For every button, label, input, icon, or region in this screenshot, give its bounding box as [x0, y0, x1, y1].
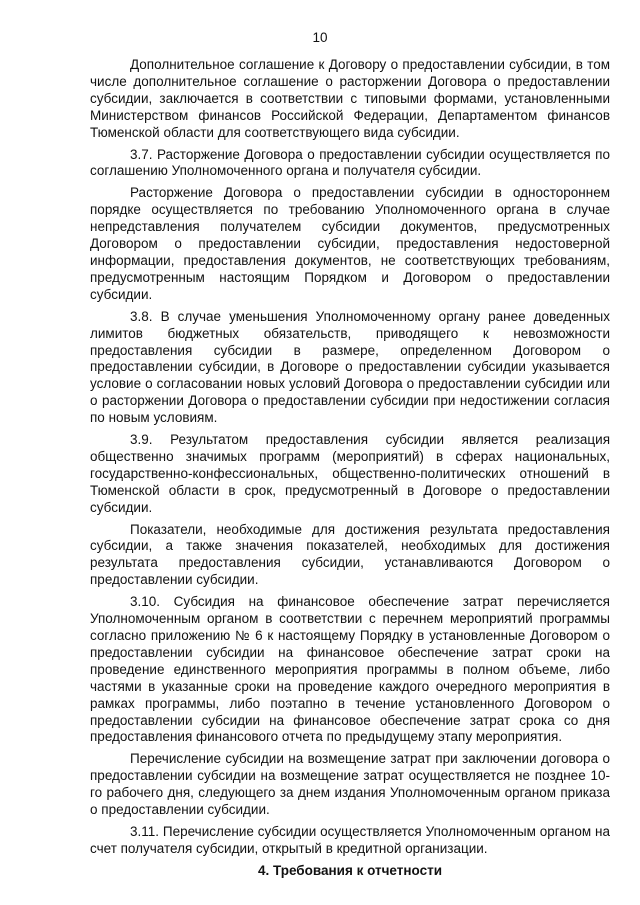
- paragraph-3-11: 3.11. Перечисление субсидии осуществляется Уполномоченным органом на счет получателя субсидии, открытый в кредитной организации.: [90, 823, 610, 856]
- document-body: [90, 57, 610, 880]
- paragraph-3-10: 3.10. Субсидия на финансовое обеспечение затрат перечисляется Уполномоченным органом в соответствии с перечнем мероприятий программы согласно приложению № 6 к настоящему Порядку в установленные Договором о предоставлении субсидии на финансовое обеспечение затрат сроки на проведение единственного мероприятия программы в полном объеме, либо частями в указанные сроки на проведение каждого очередного мероприятия в рамках программы, либо поэтапно в течение установленного Договором о предоставлении субсидии на финансовое обеспечение затрат срока со дня предоставления финансового отчета по предыдущему этапу мероприятия.: [90, 594, 610, 745]
- paragraph-unilateral-termination: Расторжение Договора о предоставлении субсидии в одностороннем порядке осуществляется по требованию Уполномоченного органа в случае непредставления получателем субсидии документов, предусмотренных Договором о предоставлении субсидии, предоставления недостоверной информации, предоставления документов, не соответствующих требованиям, предусмотренным настоящим Порядком и Договором о предоставлении субсидии.: [90, 185, 610, 302]
- paragraph-indicators: Показатели, необходимые для достижения результата предоставления субсидии, а также значения показателей, необходимых для достижения результата предоставления субсидии, устанавливаются Договором о предоставлении субсидии.: [90, 521, 610, 588]
- paragraph-reimbursement-transfer: Перечисление субсидии на возмещение затрат при заключении договора о предоставлении субсидии на возмещение затрат осуществляется не позднее 10-го рабочего дня, следующего за днем издания Уполномоченным органом приказа о предоставлении субсидии.: [90, 751, 610, 818]
- paragraph-3-7: 3.7. Расторжение Договора о предоставлении субсидии осуществляется по соглашению Уполномоченного органа и получателя субсидии.: [90, 146, 610, 179]
- paragraph-3-9: 3.9. Результатом предоставления субсидии является реализация общественно значимых программ (мероприятий) в сферах национальных, государственно-конфессиональных, общественно-политических отношений в Тюменской области в срок, предусмотренный в Договоре о предоставлении субсидии.: [90, 432, 610, 515]
- section-heading: 4. Требования к отчетности: [257, 862, 443, 878]
- page-number: 10: [312, 30, 328, 45]
- paragraph-3-8: 3.8. В случае уменьшения Уполномоченному органу ранее доведенных лимитов бюджетных обязательств, приводящего к невозможности предоставления субсидии в размере, определенном Договором о предоставлении субсидии, в Договоре о предоставлении субсидии указывается условие о согласовании новых условий Договора о предоставлении субсидии или о расторжении Договора о предоставлении субсидии при недостижении согласия по новым условиям.: [90, 308, 610, 426]
- paragraph-additional-agreement: Дополнительное соглашение к Договору о предоставлении субсидии, в том числе дополнительное соглашение о расторжении Договора о предоставлении субсидии, заключается в соответствии с типовыми формами, установленными Министерством финансов Российской Федерации, Департаментом финансов Тюменской области для соответствующего вида субсидии.: [90, 57, 610, 140]
